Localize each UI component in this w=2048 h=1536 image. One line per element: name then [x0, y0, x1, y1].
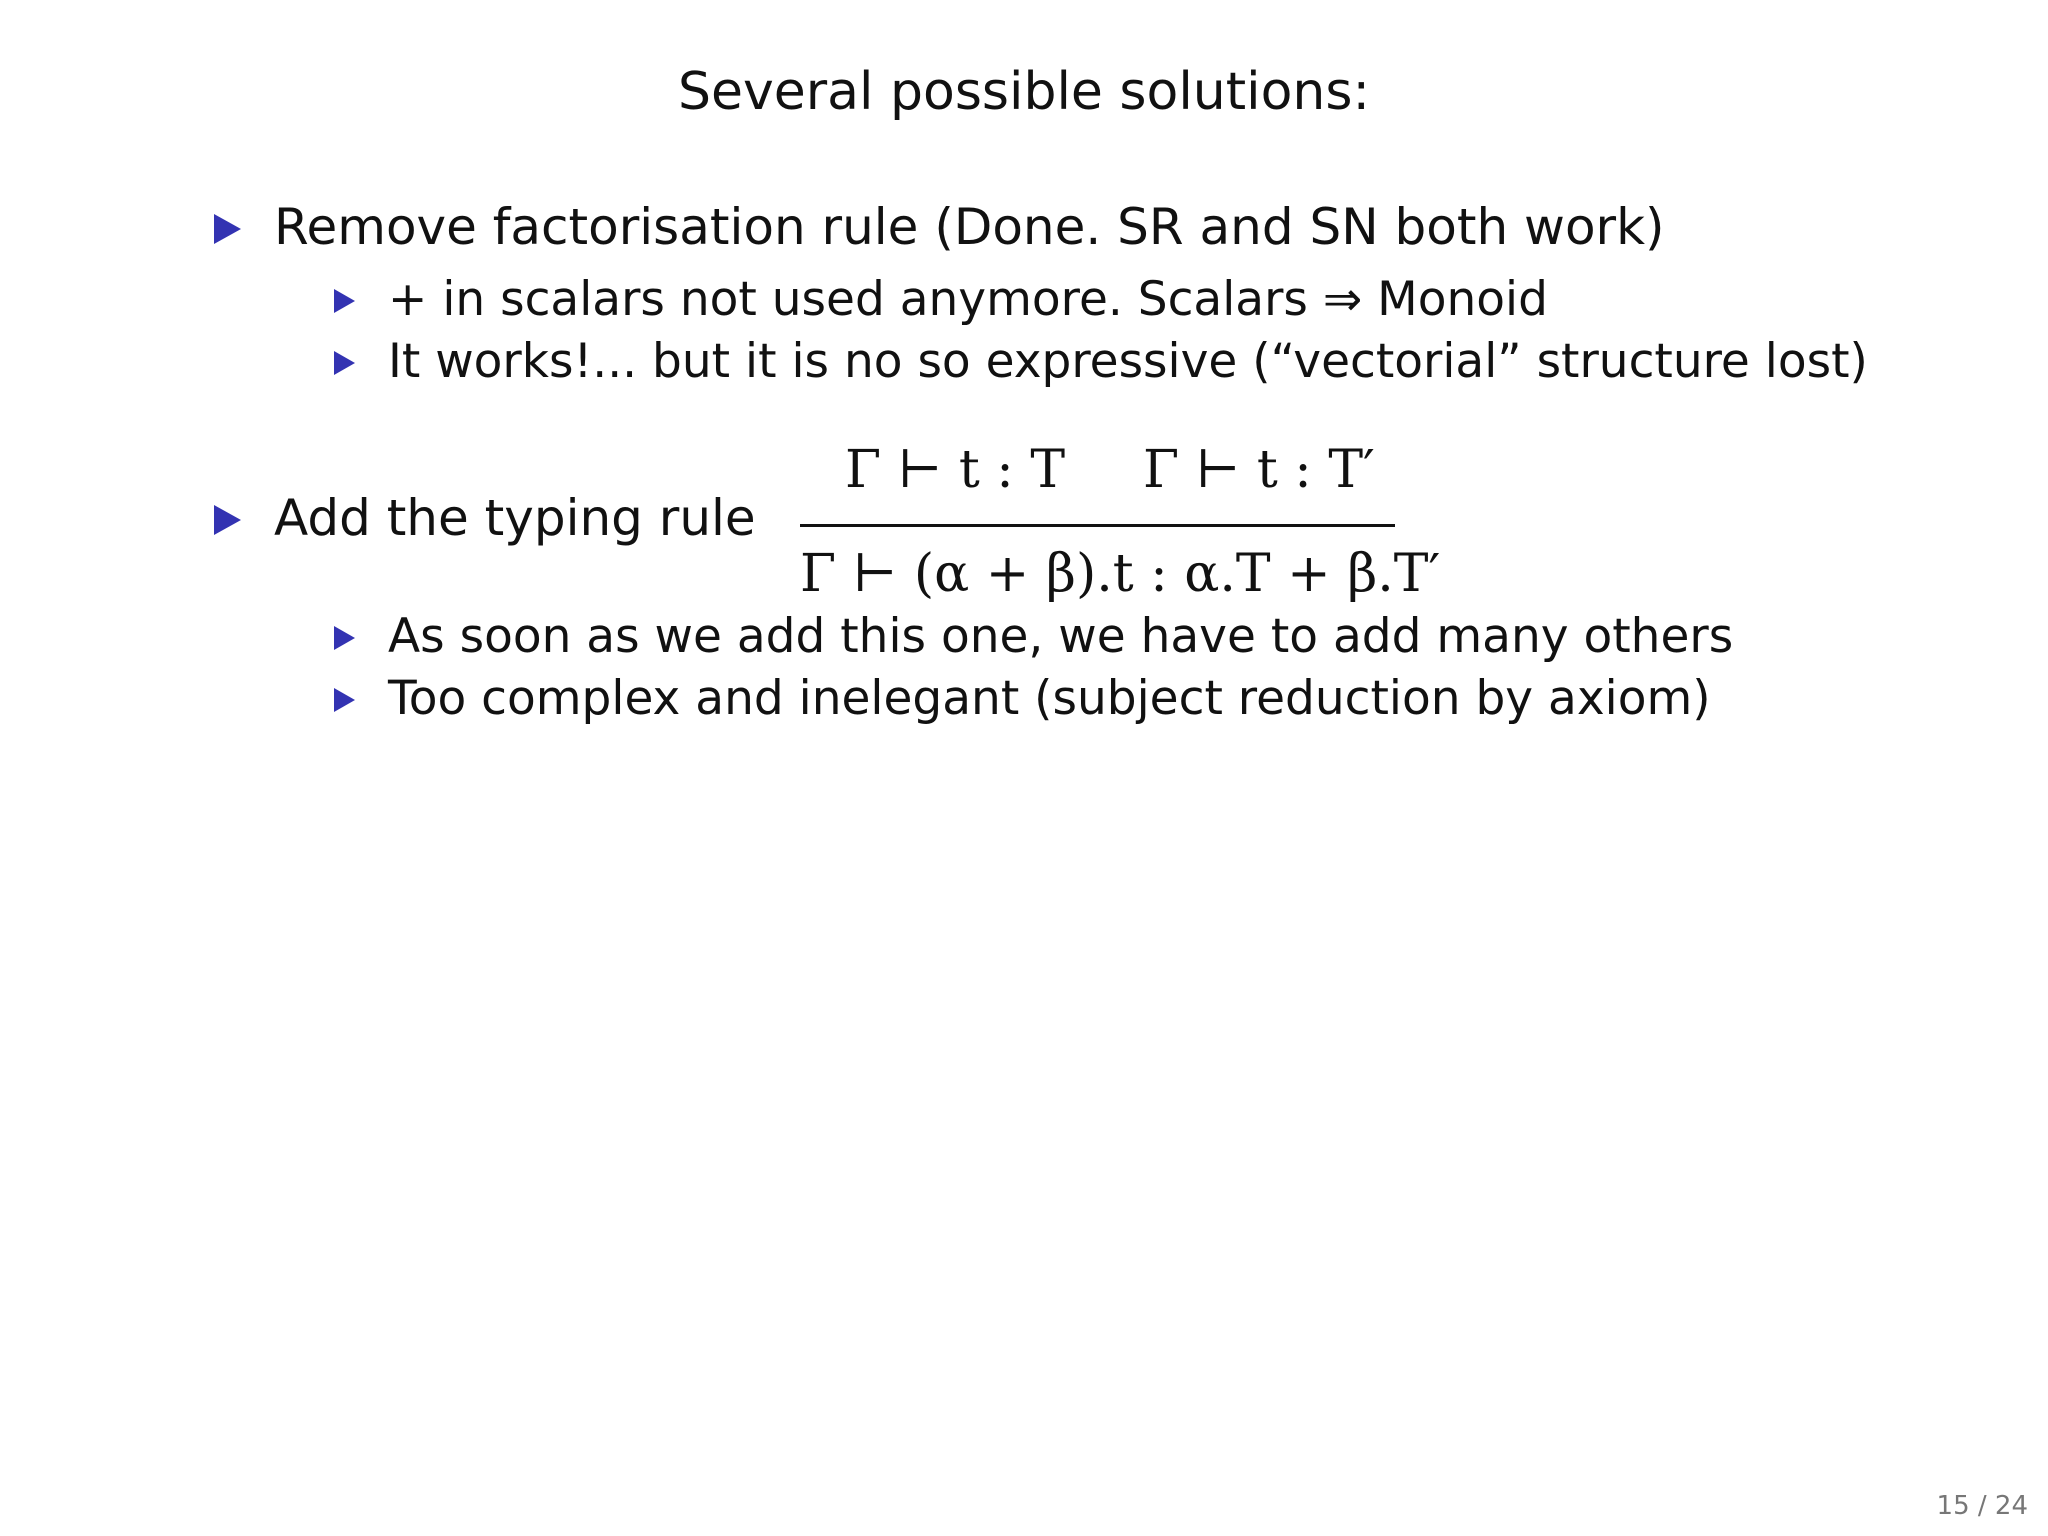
- sub-bullet-marker-1-2: [334, 351, 355, 375]
- rule-premise-left: Γ ⊢ t : T: [845, 440, 1066, 500]
- bullet-marker-2: [214, 505, 241, 535]
- rule-premise-right: Γ ⊢ t : T′: [1143, 440, 1375, 500]
- rule-inference-line: [800, 524, 1395, 527]
- bullet-2-sub-2: Too complex and inelegant (subject reduction by axiom): [388, 671, 1711, 726]
- sub-bullet-marker-2-1: [334, 626, 355, 650]
- bullet-2-text: Add the typing rule: [274, 489, 756, 547]
- page-number: 15 / 24: [1936, 1491, 2028, 1521]
- slide-title: Several possible solutions:: [678, 62, 1370, 122]
- bullet-1-sub-2: It works!... but it is no so expressive (“vectorial” structure lost): [388, 334, 1868, 389]
- bullet-2-sub-1: As soon as we add this one, we have to add many others: [388, 609, 1734, 664]
- sub-bullet-marker-1-1: [334, 289, 355, 313]
- bullet-1-text: Remove factorisation rule (Done. SR and SN both work): [274, 198, 1665, 256]
- bullet-1-sub-1: + in scalars not used anymore. Scalars ⇒ Monoid: [388, 272, 1548, 327]
- rule-conclusion: Γ ⊢ (α + β).t : α.T + β.T′: [800, 544, 1441, 604]
- bullet-marker-1: [214, 214, 241, 244]
- sub-bullet-marker-2-2: [334, 688, 355, 712]
